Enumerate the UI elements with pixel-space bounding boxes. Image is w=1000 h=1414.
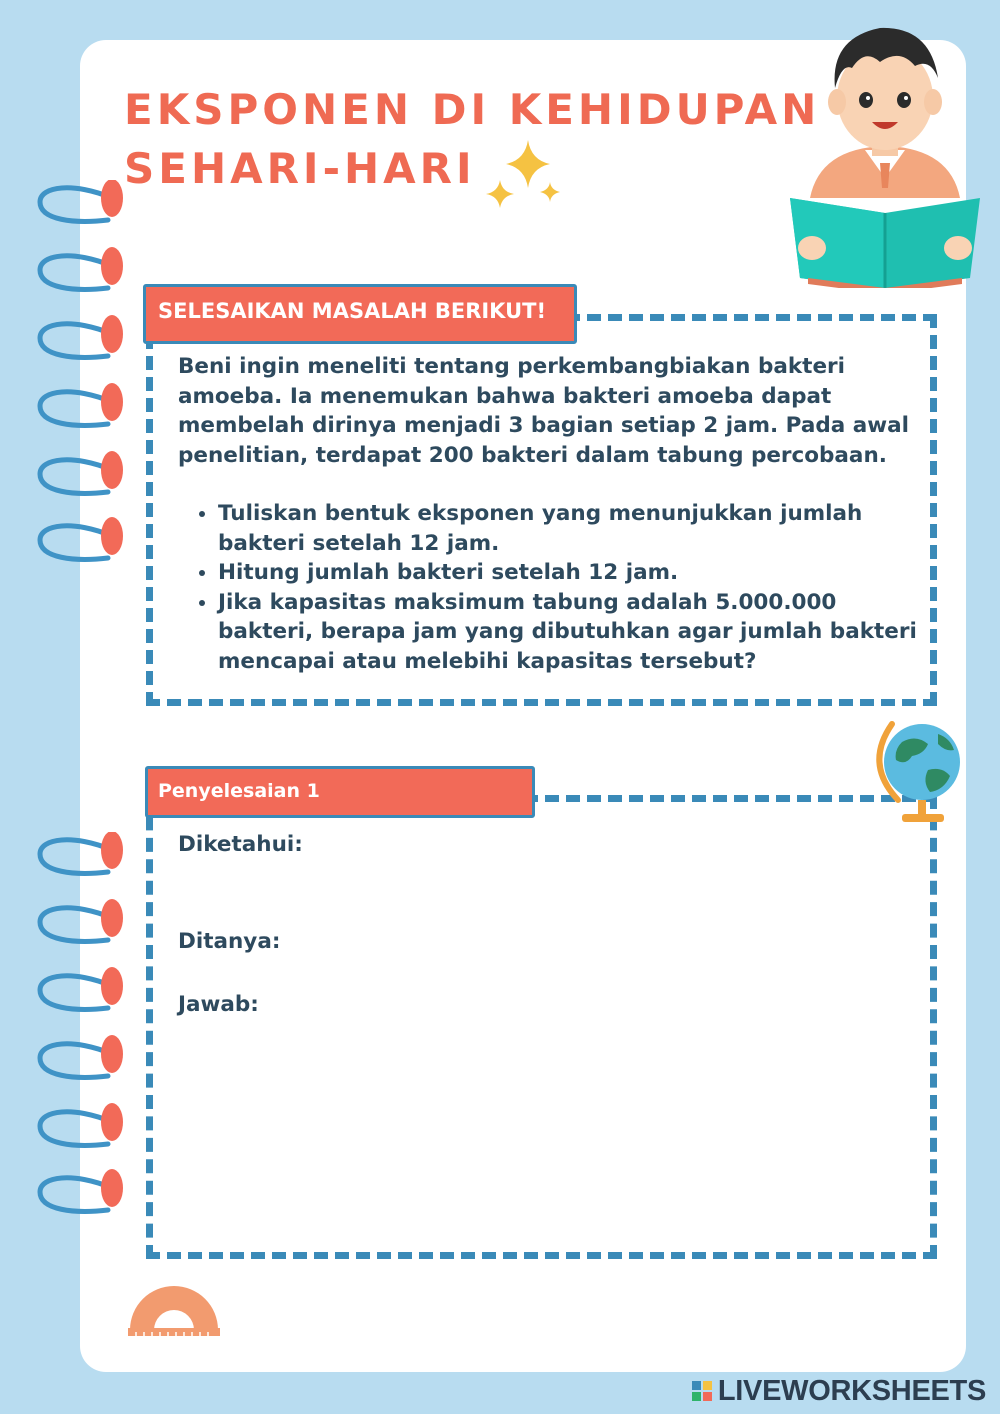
problem-heading-banner (143, 284, 577, 344)
solution-heading: Penyelesaian 1 (158, 780, 320, 802)
title-line-2: SEHARI-HARI (124, 144, 476, 193)
brand-logo-icon (692, 1381, 712, 1401)
title-line-1: EKSPONEN DI KEHIDUPAN (124, 85, 821, 134)
task-item: • Hitung jumlah bakteri setelah 12 jam. (218, 558, 923, 588)
asked-label: Ditanya: (178, 929, 281, 954)
problem-heading: SELESAIKAN MASALAH BERIKUT! (158, 299, 547, 323)
binding-rings-icon (34, 832, 129, 1232)
binding-rings-icon (34, 180, 129, 580)
protractor-icon (126, 1276, 222, 1340)
task-item: • Jika kapasitas maksimum tabung adalah 5.000.000 bakteri, berapa jam yang dibutuhkan agar jumlah bakteri mencapai atau melebihi kapasitas tersebut? (218, 588, 923, 677)
answer-label: Jawab: (178, 992, 259, 1017)
brand-footer[interactable] (692, 1374, 986, 1408)
solution-heading-banner (145, 766, 535, 818)
page-title (124, 80, 820, 198)
problem-text (178, 352, 923, 676)
task-list (178, 499, 923, 676)
task-item: • Tuliskan bentuk eksponen yang menunjukkan jumlah bakteri setelah 12 jam. (218, 499, 923, 558)
sparkle-icon (480, 136, 570, 226)
solution-box (146, 795, 937, 1259)
globe-icon (872, 714, 964, 830)
problem-intro: Beni ingin meneliti tentang perkembangbiakan bakteri amoeba. Ia menemukan bahwa bakteri amoeba dapat membelah dirinya menjadi 3 bagian setiap 2 jam. Pada awal penelitian, terdapat 200 bakteri dalam tabung percobaan. (178, 354, 909, 468)
boy-reading-illustration-icon (780, 18, 990, 288)
brand-name: LIVEWORKSHEETS (717, 1374, 986, 1407)
known-label: Diketahui: (178, 832, 303, 857)
